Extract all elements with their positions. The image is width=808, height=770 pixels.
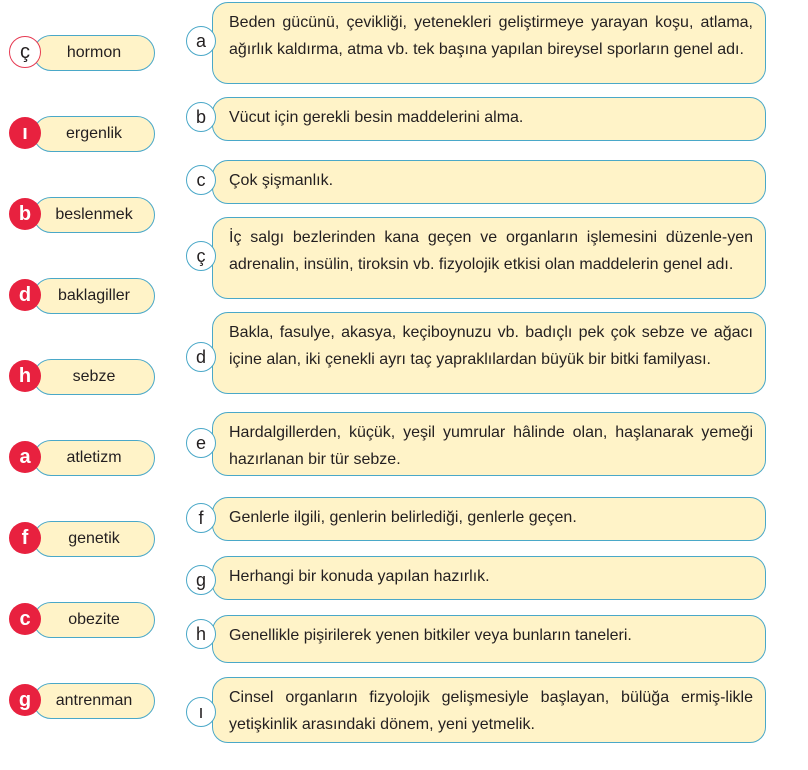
definition-row-d	[186, 312, 766, 394]
term-label: antrenman	[33, 683, 155, 719]
definition-letter: ç	[186, 241, 216, 271]
term-row-obezite	[0, 602, 170, 642]
term-label: sebze	[33, 359, 155, 395]
definition-letter: g	[186, 565, 216, 595]
term-label: baklagiller	[33, 278, 155, 314]
answer-circle[interactable]: g	[9, 684, 41, 716]
term-label: obezite	[33, 602, 155, 638]
definition-text: Beden gücünü, çevikliği, yetenekleri geliştirmeye yarayan koşu, atlama, ağırlık kaldırma, atma vb. tek başına yapılan bireysel sporların genel adı.	[212, 2, 766, 84]
definition-letter: f	[186, 503, 216, 533]
definition-row-f	[186, 497, 766, 541]
term-row-antrenman	[0, 683, 170, 723]
term-row-hormon	[0, 35, 170, 75]
definition-letter: ı	[186, 697, 216, 727]
definition-letter: e	[186, 428, 216, 458]
definition-text: Herhangi bir konuda yapılan hazırlık.	[212, 556, 766, 600]
term-row-ergenlik	[0, 116, 170, 156]
definition-text: İç salgı bezlerinden kana geçen ve organların işlemesini düzenle-yen adrenalin, insülin, tiroksin vb. fizyolojik etkisi olan maddelerin genel adı.	[212, 217, 766, 299]
definition-text: Bakla, fasulye, akasya, keçiboynuzu vb. badıçlı pek çok sebze ve ağacı içine alan, iki çenekli ayrı taç yapraklılardan büyük bir bitki familyası.	[212, 312, 766, 394]
answer-circle[interactable]: ç	[9, 36, 41, 68]
definition-text: Hardalgillerden, küçük, yeşil yumrular hâlinde olan, haşlanarak yemeği hazırlanan bir tür sebze.	[212, 412, 766, 476]
definition-row-i-dotless	[186, 677, 766, 743]
definition-text: Cinsel organların fizyolojik gelişmesiyle başlayan, bülüğa ermiş-likle yetişkinlik arasındaki dönem, yeni yetmelik.	[212, 677, 766, 743]
definition-letter: a	[186, 26, 216, 56]
term-row-atletizm	[0, 440, 170, 480]
answer-circle[interactable]: d	[9, 279, 41, 311]
term-label: atletizm	[33, 440, 155, 476]
term-label: beslenmek	[33, 197, 155, 233]
definition-letter: b	[186, 102, 216, 132]
definition-row-h	[186, 615, 766, 663]
definition-text: Genellikle pişirilerek yenen bitkiler veya bunların taneleri.	[212, 615, 766, 663]
definition-text: Çok şişmanlık.	[212, 160, 766, 204]
definition-text: Genlerle ilgili, genlerin belirlediği, genlerle geçen.	[212, 497, 766, 541]
term-row-sebze	[0, 359, 170, 399]
definition-row-c-cedilla	[186, 217, 766, 299]
definition-letter: h	[186, 619, 216, 649]
definition-letter: c	[186, 165, 216, 195]
definition-row-b	[186, 97, 766, 141]
answer-circle[interactable]: ı	[9, 117, 41, 149]
term-row-genetik	[0, 521, 170, 561]
definition-text: Vücut için gerekli besin maddelerini alma.	[212, 97, 766, 141]
answer-circle[interactable]: f	[9, 522, 41, 554]
term-row-baklagiller	[0, 278, 170, 318]
definition-row-a	[186, 2, 766, 84]
definition-row-e	[186, 412, 766, 476]
definition-row-g	[186, 556, 766, 600]
term-label: hormon	[33, 35, 155, 71]
term-label: ergenlik	[33, 116, 155, 152]
answer-circle[interactable]: c	[9, 603, 41, 635]
definition-row-c	[186, 160, 766, 204]
answer-circle[interactable]: b	[9, 198, 41, 230]
answer-circle[interactable]: a	[9, 441, 41, 473]
term-label: genetik	[33, 521, 155, 557]
term-row-beslenmek	[0, 197, 170, 237]
answer-circle[interactable]: h	[9, 360, 41, 392]
definition-letter: d	[186, 342, 216, 372]
